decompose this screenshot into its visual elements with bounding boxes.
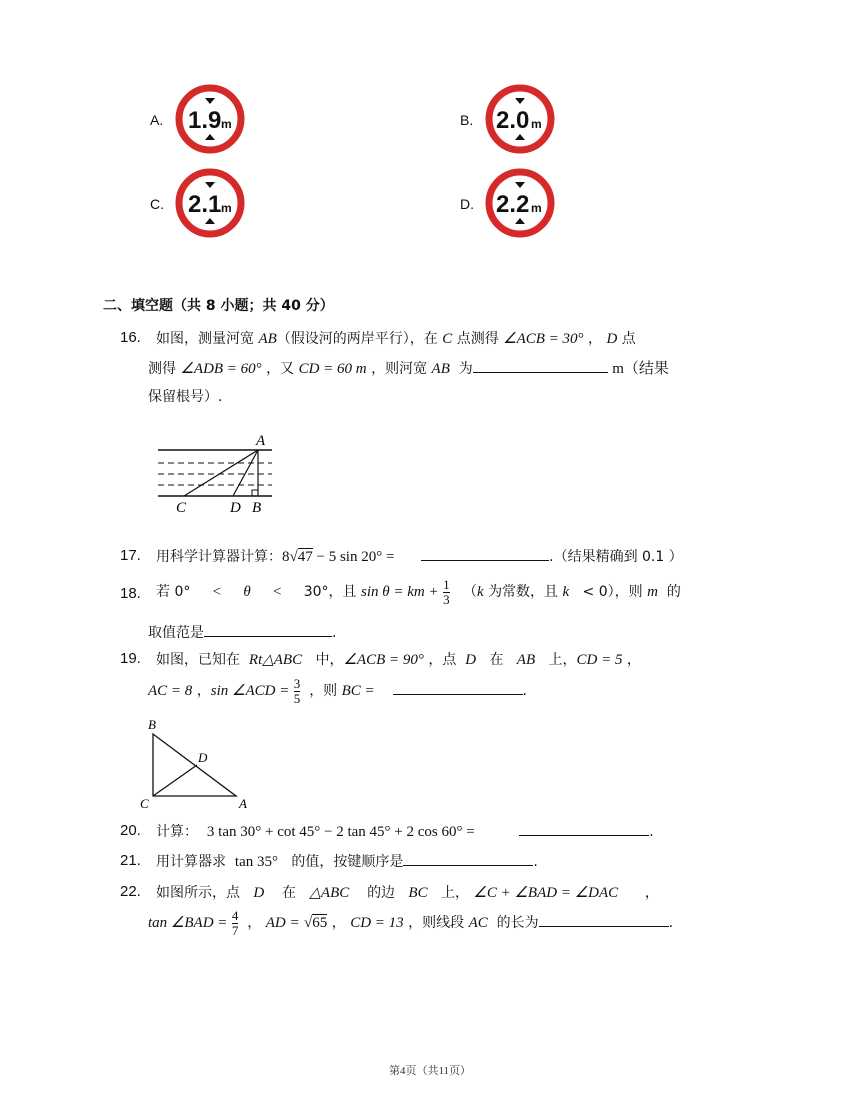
question-line: tan ∠BAD = $\frac{4}{7}$ ， AD = √65 ， CD = 13 ，则线段 AC 的长为 . bbox=[148, 907, 674, 938]
river-width-figure bbox=[150, 430, 280, 515]
question-number: 20. bbox=[120, 822, 141, 839]
page-footer: 第4页（共11页） bbox=[388, 1065, 472, 1077]
question-number: 22. bbox=[120, 883, 141, 900]
sign-unit: m bbox=[221, 117, 232, 131]
question-number: 21. bbox=[120, 852, 141, 869]
sign-value: 1.9 bbox=[188, 107, 222, 134]
question-line: AC = 8 ，sin ∠ACD = $\frac{3}{5}$ ，则 BC = . bbox=[148, 675, 527, 706]
option-c-label: C. bbox=[150, 196, 164, 212]
point-label: D bbox=[198, 750, 208, 765]
answer-blank[interactable] bbox=[421, 546, 549, 561]
option-a-label: A. bbox=[150, 112, 164, 128]
question-line: 用科学计算器计算：8√47 − 5 sin 20° = .（结果精确到 0.1 ） bbox=[156, 546, 683, 566]
question-line: 测得 ∠ADB = 60° ，又 CD = 60 m ，则河宽 AB 为 m（结果 bbox=[148, 357, 669, 378]
question-line: 如图，已知在 Rt△ABC 中，∠ACB = 90° ，点 D 在 AB 上，CD = 5 ， bbox=[156, 652, 641, 668]
answer-blank[interactable] bbox=[403, 851, 533, 866]
sign-unit: m bbox=[531, 201, 542, 215]
question-number: 18. bbox=[120, 585, 141, 602]
point-label: C bbox=[140, 796, 149, 811]
point-label: C bbox=[176, 500, 187, 515]
answer-blank[interactable] bbox=[393, 680, 523, 695]
height-limit-sign-icon bbox=[485, 168, 555, 238]
option-d-label: D. bbox=[460, 196, 474, 212]
sign-value: 2.0 bbox=[496, 107, 530, 134]
answer-blank[interactable] bbox=[473, 358, 608, 373]
question-line: 如图，测量河宽 AB（假设河的两岸平行），在 C 点测得 ∠ACB = 30° ， D 点 bbox=[156, 331, 636, 347]
point-label: D bbox=[230, 500, 241, 515]
question-line: 若 0° < θ < 30°，且 sin θ = km + $\frac{1}{3}$ （k 为常数，且 k < 0），则 m 的 bbox=[156, 576, 681, 607]
answer-blank[interactable] bbox=[204, 622, 332, 637]
answer-blank[interactable] bbox=[539, 912, 669, 927]
question-line: 计算： 3 tan 30° + cot 45° − 2 tan 45° + 2 cos 60° = . bbox=[156, 821, 654, 841]
sign-value: 2.1 bbox=[188, 191, 222, 218]
answer-blank[interactable] bbox=[519, 821, 649, 836]
question-number: 17. bbox=[120, 547, 141, 564]
right-triangle-figure bbox=[140, 714, 255, 812]
point-label: A bbox=[256, 433, 266, 449]
question-number: 16. bbox=[120, 329, 141, 346]
question-line: 取值范是 . bbox=[148, 622, 336, 642]
question-number: 19. bbox=[120, 650, 141, 667]
sign-unit: m bbox=[531, 117, 542, 131]
point-label: B bbox=[148, 717, 156, 732]
option-b-label: B. bbox=[460, 112, 474, 128]
sign-value: 2.2 bbox=[496, 191, 530, 218]
question-line: 用计算器求 tan 35° 的值，按键顺序是 . bbox=[156, 851, 538, 871]
height-limit-sign-icon bbox=[175, 168, 245, 238]
height-limit-sign-icon bbox=[485, 84, 555, 154]
question-line: 保留根号）. bbox=[148, 389, 223, 405]
section-title: 二、填空题（共 8 小题；共 40 分） bbox=[103, 298, 334, 314]
question-line: 如图所示，点 D 在 △ABC 的边 BC 上， ∠C + ∠BAD = ∠DAC ， bbox=[156, 885, 659, 901]
sign-unit: m bbox=[221, 201, 232, 215]
point-label: A bbox=[239, 796, 247, 811]
height-limit-sign-icon bbox=[175, 84, 245, 154]
point-label: B bbox=[252, 500, 262, 515]
